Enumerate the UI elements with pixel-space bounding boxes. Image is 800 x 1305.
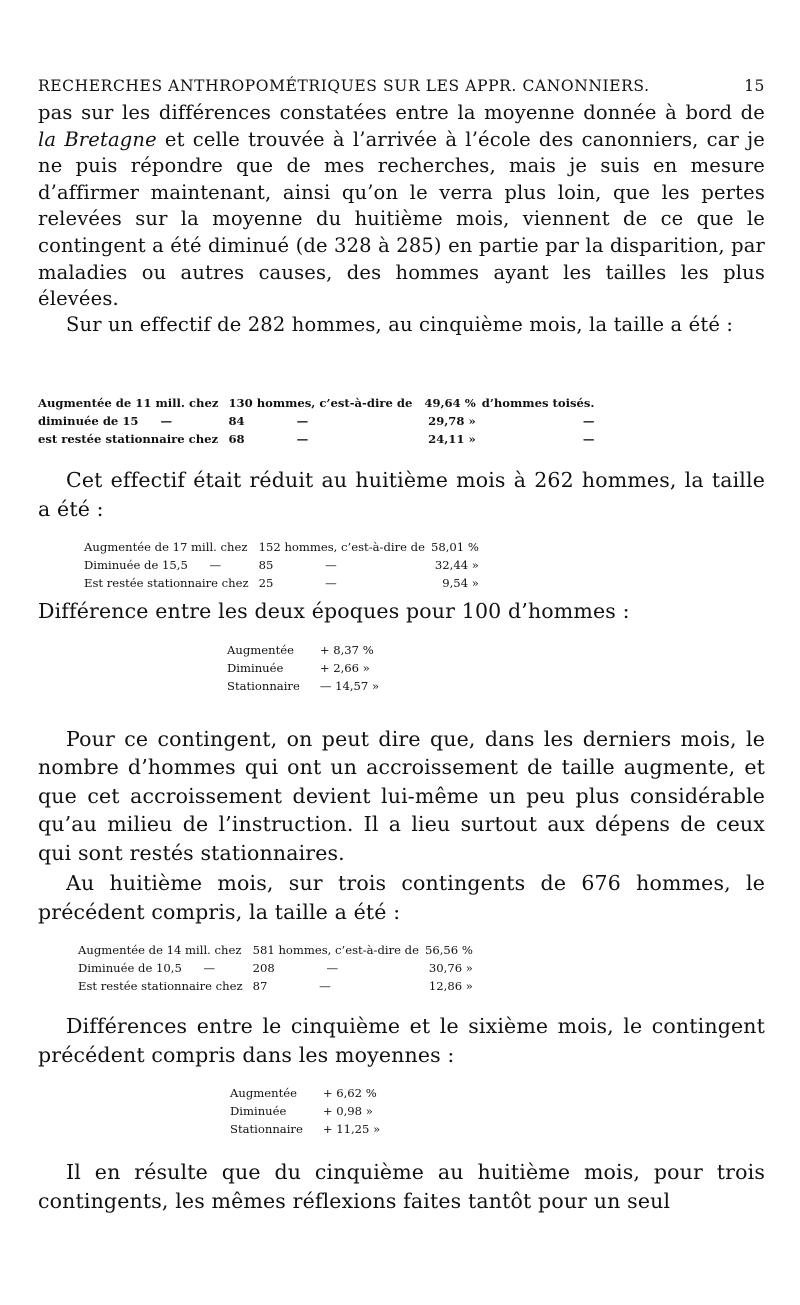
table-row xyxy=(38,394,600,412)
table-cell: + 0,98 » xyxy=(322,1104,373,1118)
table-three-contingents xyxy=(78,941,479,995)
table-row xyxy=(84,538,485,556)
table-cell: Augmentée xyxy=(227,643,294,657)
table-row xyxy=(78,959,479,977)
table-cell: Augmentée de 14 mill. chez xyxy=(78,943,242,957)
ditto-mark: » xyxy=(471,558,479,572)
table-cell: Augmentée de 17 mill. chez xyxy=(84,540,248,554)
table-cell: 68 xyxy=(228,432,245,446)
table-cell: 84 xyxy=(228,414,245,428)
paragraph-4: Différence entre les deux époques pour 100 d’hommes : xyxy=(38,599,630,623)
table-row xyxy=(227,641,385,659)
table-cell: 581 hommes, c’est-à-dire de xyxy=(252,943,419,957)
table-cell: 12,86 xyxy=(428,979,463,993)
table-cell: Est restée stationnaire chez xyxy=(78,979,243,993)
paragraph-5: Pour ce contingent, on peut dire que, dans les derniers mois, le nombre d’hommes qui ont un accroissement de taille augmente, et que cet accroissement devient lui-même un peu plus considérable qu’au milieu de l’instruction. Il a lieu surtout aux dépens de ceux qui sont restés stationnaires. xyxy=(38,727,765,865)
paragraph-1-text-b: et celle trouvée à l’arrivée à l’école des canonniers, car je ne puis répondre que de mes recherches, mais je suis en mesure d’affirmer maintenant, ainsi qu’on le verra plus loin, que les pertes relevées sur la moyenne du huitième mois, viennent de ce que le contingent a été diminué (de 328 à 285) en partie par la disparition, par maladies ou autres causes, des hommes ayant les tailles les plus élevées. xyxy=(38,127,765,311)
table-row xyxy=(84,574,485,592)
table-cell: Augmentée xyxy=(230,1086,297,1100)
table-row xyxy=(38,412,600,430)
table-row xyxy=(227,677,385,695)
paragraph-6: Au huitième mois, sur trois contingents de 676 hommes, le précédent compris, la taille a été : xyxy=(38,871,765,924)
paragraph-7: Différences entre le cinquième et le sixième mois, le contingent précédent compris dans les moyennes : xyxy=(38,1014,765,1067)
table-cell: d’hommes toisés. xyxy=(481,396,595,410)
difference-table-2 xyxy=(230,1084,386,1138)
table-row xyxy=(78,941,479,959)
ditto-mark: — xyxy=(325,576,337,590)
ditto-mark: — xyxy=(319,979,331,993)
table-cell: 29,78 xyxy=(428,414,465,428)
ditto-mark: » xyxy=(471,576,479,590)
ditto-mark: » xyxy=(465,961,473,975)
table-cell: 49,64 % xyxy=(424,396,476,410)
paragraph-2: Sur un effectif de 282 hommes, au cinquième mois, la taille a été : xyxy=(66,313,734,336)
table-cell: diminuée de 15 xyxy=(38,414,139,428)
table-cell: + 2,66 » xyxy=(319,661,370,675)
table-cell: + 8,37 % xyxy=(319,643,374,657)
table-row xyxy=(84,556,485,574)
table-cell: Est restée stationnaire chez xyxy=(84,576,249,590)
table-cell: est restée stationnaire chez xyxy=(38,432,219,446)
table-cell: 25 xyxy=(258,576,274,590)
ship-name: la Bretagne xyxy=(38,127,157,151)
table-cell: Diminuée de 10,5 xyxy=(78,961,182,975)
table-row xyxy=(230,1120,386,1138)
ditto-mark: — xyxy=(203,961,216,975)
table-cell: Diminuée xyxy=(230,1104,287,1118)
table-cell: Diminuée xyxy=(227,661,284,675)
table-cell: 130 hommes, c’est-à-dire de xyxy=(228,396,413,410)
ditto-mark: » xyxy=(468,414,476,428)
ditto-mark: » xyxy=(465,979,473,993)
paragraph-1-text-a: pas sur les différences constatées entre la moyenne donnée à bord de xyxy=(38,101,765,124)
table-cell: 208 xyxy=(252,961,275,975)
ditto-mark: » xyxy=(468,432,476,446)
table-cell: 58,01 % xyxy=(430,540,479,554)
ditto-mark: — xyxy=(296,432,309,446)
table-cell: 87 xyxy=(252,979,268,993)
table-cell: 24,11 xyxy=(428,432,465,446)
ditto-mark: — xyxy=(296,414,309,428)
table-cell: Diminuée de 15,5 xyxy=(84,558,188,572)
table-row xyxy=(230,1102,386,1120)
ditto-mark: — xyxy=(160,414,173,428)
table-eighth-month xyxy=(84,538,485,592)
table-cell: 32,44 xyxy=(434,558,469,572)
table-cell: 56,56 % xyxy=(424,943,473,957)
table-cell: 30,76 xyxy=(428,961,463,975)
table-cell: — 14,57 » xyxy=(319,679,380,693)
table-row xyxy=(78,977,479,995)
table-cell: 152 hommes, c’est-à-dire de xyxy=(258,540,425,554)
table-row xyxy=(227,659,385,677)
paragraph-1 xyxy=(38,100,765,313)
ditto-mark: — xyxy=(582,414,595,428)
table-cell: Stationnaire xyxy=(230,1122,303,1136)
table-cell: Stationnaire xyxy=(227,679,300,693)
page-number: 15 xyxy=(744,77,765,95)
ditto-mark: — xyxy=(325,558,337,572)
table-cell: 85 xyxy=(258,558,274,572)
paragraph-3: Cet effectif était réduit au huitième mois à 262 hommes, la taille a été : xyxy=(38,468,765,521)
ditto-mark: — xyxy=(582,432,595,446)
ditto-mark: — xyxy=(209,558,222,572)
table-cell: Augmentée de 11 mill. chez xyxy=(38,396,219,410)
table-row xyxy=(38,430,600,448)
table-cell: + 11,25 » xyxy=(322,1122,381,1136)
paragraph-8: Il en résulte que du cinquième au huitième mois, pour trois contingents, les mêmes réflexions faites tantôt pour un seul xyxy=(38,1160,765,1213)
ditto-mark: — xyxy=(326,961,339,975)
table-row xyxy=(230,1084,386,1102)
running-header xyxy=(38,76,765,96)
difference-table-1 xyxy=(227,641,385,695)
table-fifth-month xyxy=(38,394,600,448)
running-title: RECHERCHES ANTHROPOMÉTRIQUES SUR LES APPR. CANONNIERS. xyxy=(38,77,650,95)
table-cell: + 6,62 % xyxy=(322,1086,377,1100)
table-cell: 9,54 xyxy=(442,576,469,590)
